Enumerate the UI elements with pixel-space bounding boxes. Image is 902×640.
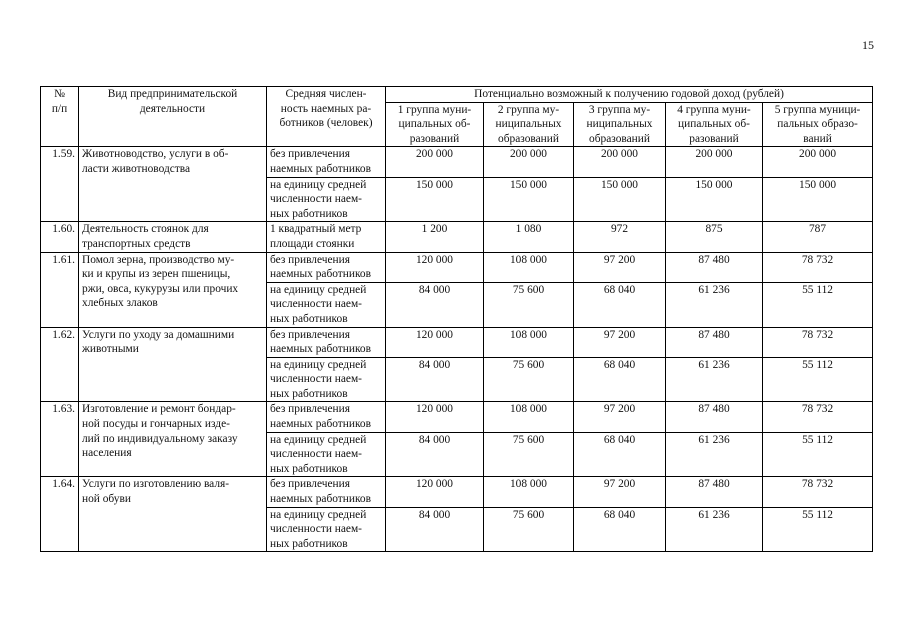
calc-basis: 1 квадратный метр площади стоянки (267, 222, 386, 252)
income-value-group-1: 84 000 (386, 507, 484, 552)
income-value-group-2: 150 000 (484, 177, 574, 222)
income-value-group-3: 150 000 (574, 177, 666, 222)
header-group-4: 4 группа муни- ципальных об- разований (666, 102, 763, 147)
income-value-group-5: 55 112 (763, 357, 873, 402)
income-value-group-3: 97 200 (574, 402, 666, 432)
income-value-group-3: 68 040 (574, 282, 666, 327)
income-value-group-1: 84 000 (386, 282, 484, 327)
income-value-group-5: 55 112 (763, 507, 873, 552)
table-row (41, 252, 873, 282)
calc-basis: без привлечения наемных работников (267, 327, 386, 357)
income-value-group-3: 97 200 (574, 327, 666, 357)
income-value-group-1: 120 000 (386, 402, 484, 432)
row-number: 1.62. (41, 327, 79, 402)
income-value-group-2: 108 000 (484, 252, 574, 282)
income-value-group-3: 972 (574, 222, 666, 252)
table-row (41, 402, 873, 432)
row-number: 1.60. (41, 222, 79, 252)
income-value-group-1: 84 000 (386, 432, 484, 477)
income-value-group-4: 200 000 (666, 147, 763, 177)
income-value-group-4: 150 000 (666, 177, 763, 222)
income-value-group-5: 78 732 (763, 402, 873, 432)
income-value-group-1: 200 000 (386, 147, 484, 177)
income-value-group-1: 120 000 (386, 327, 484, 357)
calc-basis: без привлечения наемных работников (267, 252, 386, 282)
calc-basis: на единицу средней численности наем- ных работников (267, 432, 386, 477)
income-value-group-2: 75 600 (484, 357, 574, 402)
income-value-group-3: 97 200 (574, 252, 666, 282)
calc-basis: без привлечения наемных работников (267, 477, 386, 507)
header-group-2: 2 группа му- ниципальных образований (484, 102, 574, 147)
income-value-group-5: 55 112 (763, 432, 873, 477)
income-value-group-1: 150 000 (386, 177, 484, 222)
income-value-group-4: 875 (666, 222, 763, 252)
income-value-group-4: 61 236 (666, 282, 763, 327)
activity-name: Услуги по уходу за домашними животными (79, 327, 267, 402)
calc-basis: на единицу средней численности наем- ных работников (267, 507, 386, 552)
table-row (41, 477, 873, 507)
income-value-group-4: 61 236 (666, 357, 763, 402)
income-value-group-5: 787 (763, 222, 873, 252)
header-group-3: 3 группа му- ниципальных образований (574, 102, 666, 147)
income-value-group-2: 108 000 (484, 402, 574, 432)
header-avg-workers: Средняя числен- ность наемных ра- ботников (человек) (267, 87, 386, 147)
calc-basis: без привлечения наемных работников (267, 402, 386, 432)
header-income: Потенциально возможный к получению годовой доход (рублей) (386, 87, 873, 103)
income-value-group-2: 75 600 (484, 282, 574, 327)
income-value-group-4: 87 480 (666, 402, 763, 432)
income-value-group-3: 68 040 (574, 432, 666, 477)
income-value-group-2: 200 000 (484, 147, 574, 177)
income-value-group-1: 1 200 (386, 222, 484, 252)
income-value-group-3: 200 000 (574, 147, 666, 177)
row-number: 1.63. (41, 402, 79, 477)
income-value-group-3: 97 200 (574, 477, 666, 507)
income-value-group-4: 61 236 (666, 432, 763, 477)
income-value-group-2: 75 600 (484, 507, 574, 552)
activity-name: Изготовление и ремонт бондар- ной посуды и гончарных изде- лий по индивидуальному заказу населения (79, 402, 267, 477)
income-value-group-4: 61 236 (666, 507, 763, 552)
row-number: 1.59. (41, 147, 79, 222)
income-value-group-4: 87 480 (666, 252, 763, 282)
table-row (41, 327, 873, 357)
income-table (40, 86, 873, 552)
income-value-group-2: 1 080 (484, 222, 574, 252)
income-value-group-2: 108 000 (484, 327, 574, 357)
income-value-group-1: 120 000 (386, 252, 484, 282)
income-value-group-5: 55 112 (763, 282, 873, 327)
income-value-group-1: 84 000 (386, 357, 484, 402)
header-row-1 (41, 87, 873, 103)
income-value-group-5: 78 732 (763, 252, 873, 282)
row-number: 1.61. (41, 252, 79, 327)
income-value-group-4: 87 480 (666, 477, 763, 507)
income-value-group-5: 150 000 (763, 177, 873, 222)
calc-basis: на единицу средней численности наем- ных работников (267, 177, 386, 222)
header-group-1: 1 группа муни- ципальных об- разований (386, 102, 484, 147)
calc-basis: на единицу средней численности наем- ных работников (267, 282, 386, 327)
page-number: 15 (862, 38, 874, 52)
header-activity: Вид предпринимательской деятельности (79, 87, 267, 147)
income-value-group-3: 68 040 (574, 357, 666, 402)
calc-basis: на единицу средней численности наем- ных работников (267, 357, 386, 402)
income-value-group-4: 87 480 (666, 327, 763, 357)
table-body (41, 147, 873, 552)
income-value-group-5: 78 732 (763, 327, 873, 357)
header-num: № п/п (41, 87, 79, 147)
header-group-5: 5 группа муници- пальных образо- ваний (763, 102, 873, 147)
table-row (41, 222, 873, 252)
activity-name: Услуги по изготовлению валя- ной обуви (79, 477, 267, 552)
income-value-group-3: 68 040 (574, 507, 666, 552)
income-value-group-2: 75 600 (484, 432, 574, 477)
income-value-group-1: 120 000 (386, 477, 484, 507)
calc-basis: без привлечения наемных работников (267, 147, 386, 177)
income-value-group-5: 200 000 (763, 147, 873, 177)
income-value-group-5: 78 732 (763, 477, 873, 507)
activity-name: Деятельность стоянок для транспортных средств (79, 222, 267, 252)
row-number: 1.64. (41, 477, 79, 552)
activity-name: Животноводство, услуги в об- ласти животноводства (79, 147, 267, 222)
income-value-group-2: 108 000 (484, 477, 574, 507)
table-row (41, 147, 873, 177)
activity-name: Помол зерна, производство му- ки и крупы из зерен пшеницы, ржи, овса, кукурузы или прочих хлебных злаков (79, 252, 267, 327)
